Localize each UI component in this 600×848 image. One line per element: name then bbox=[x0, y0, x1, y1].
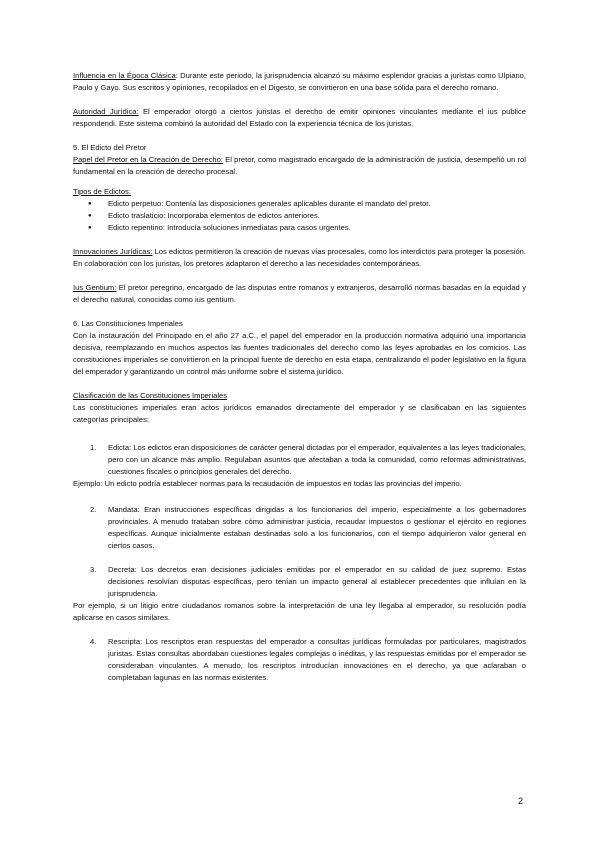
ius-gentium-paragraph bbox=[73, 282, 526, 306]
papel-text: El pretor, como magistrado encargado de la administración de justicia, desempeñó un rol fundamental en la creación de derecho procesal. bbox=[73, 155, 526, 176]
list-item-mandata: 2. Mandata: Eran instrucciones específicas dirigidas a los funcionarios del imperio, especialmente a los gobernadores provinciales. A menudo trataban sobre cómo administrar justicia, recaudar impuestos o gestionar el ejército en regiones específicas. Aunque inicialmente estaban destinadas solo a los funcionarios, con el tiempo adquirieron valor general en ciertos casos. bbox=[90, 505, 526, 550]
papel-label: Papel del Pretor en la Creación de Derecho: bbox=[73, 155, 223, 164]
page-content bbox=[73, 70, 526, 684]
innovaciones-text: Los edictos permitieron la creación de nuevas vías procesales, como los interdictos para proteger la posesión. En colaboración con los juristas, los pretores adaptaron el derecho a las necesidades contemporáneas. bbox=[73, 247, 526, 268]
autoridad-label: Autoridad Jurídica: bbox=[73, 107, 139, 116]
list-item-rescripta: 4. Rescripta: Los rescriptos eran respuestas del emperador a consultas jurídicas formuladas por particulares, magistrados juristas. Estas consultas abordaban cuestiones legales complejas o inéditas, y las respuestas emitidas por el emperador se consideraban vinculantes. A menudo, los rescriptos introducían innovaciones en el derecho, ya que aclaraban o completaban lagunas en las normas existentes. bbox=[90, 637, 526, 682]
influencia-text: : Durante este periodo, la jurisprudencia alcanzó su máximo esplendor gracias a juristas como Ulpiano, Paulo y Gayo. Sus escritos y opiniones, recopilados en el Digesto, se convirtieron en una base sólida para el derecho romano. bbox=[73, 71, 527, 92]
papel-paragraph bbox=[73, 154, 526, 178]
ius-gentium-label: Ius Gentium: bbox=[73, 283, 117, 292]
innovaciones-label: Innovaciones Jurídicas: bbox=[73, 247, 153, 256]
influencia-paragraph bbox=[73, 70, 526, 94]
innovaciones-paragraph bbox=[73, 246, 526, 270]
list-item: ● Edicto traslaticio: Incorporaba elementos de edictos anteriores. bbox=[73, 210, 526, 222]
edicto-heading: 5. El Edicto del Pretor bbox=[73, 143, 147, 152]
autoridad-paragraph bbox=[73, 106, 526, 130]
clasificacion-heading: Clasificación de las Constituciones Imperiales bbox=[73, 391, 228, 400]
list-item: ● Edicto repentino: Introducía soluciones inmediatas para casos urgentes. bbox=[73, 222, 526, 234]
tipos-heading: Tipos de Edictos: bbox=[73, 187, 131, 196]
list-item-edicta: 1. Edicta: Los edictos eran disposiciones de carácter general dictadas por el emperador, equivalentes a las leyes tradicionales, pero con un alcance más amplio. Regulaban asuntos que afectaban a toda la comunidad, como reformas administrativas, cuestiones fiscales o principios generales del derecho. bbox=[90, 443, 526, 476]
list-item: ● Edicto perpetuo: Contenía las disposiciones generales aplicables durante el mandato del pretor. bbox=[73, 198, 526, 210]
influencia-label: Influencia en la Época Clásica bbox=[73, 71, 176, 80]
page-number: 2 bbox=[518, 796, 524, 806]
ius-gentium-text: El pretor peregrino, encargado de las disputas entre romanos y extranjeros, desarrolló normas basadas en la equidad y el derecho natural, conocidas como ius gentium. bbox=[73, 283, 526, 304]
ejemplo-2: Por ejemplo, si un litigio entre ciudadanos romanos sobre la interpretación de una ley llegaba al emperador, su resolución podía aplicarse en casos similares. bbox=[73, 601, 526, 622]
autoridad-text: El emperador otorgó a ciertos juristas el derecho de emitir opiniones vinculantes mediante el ius publice respondendi. Este sistema combinó la autoridad del Estado con la experiencia técnica de los juristas. bbox=[73, 107, 526, 128]
list-item-decreta: 3. Decreta: Los decretos eran decisiones judiciales emitidas por el emperador en su calidad de juez supremo. Estas decisiones resolvían disputas específicas, pero tenían un impacto general al establecer precedentes que influían en la jurisprudencia. bbox=[90, 565, 526, 598]
tipos-list bbox=[73, 198, 526, 234]
constituciones-heading: 6. Las Constituciones Imperiales bbox=[73, 319, 183, 328]
constituciones-intro: Con la instauración del Principado en el año 27 a.C., el papel del emperador en la producción normativa adquirió una importancia decisiva, reemplazando en muchos aspectos las fuentes tradicionales del derecho como las leyes aprobadas en los comicios. Las constituciones imperiales se convirtieron en la principal fuente de derecho en esta etapa, centralizando el poder legislativo en la figura del emperador y garantizando un control más uniforme sobre el sistema jurídico. bbox=[73, 331, 526, 376]
clasificacion-intro: Las constituciones imperiales eran actos jurídicos emanados directamente del emperador y se clasificaban en las siguientes categorías principales: bbox=[73, 403, 526, 424]
ejemplo-1: Ejemplo: Un edicto podría establecer normas para la recaudación de impuestos en todas las provincias del imperio. bbox=[73, 479, 462, 488]
